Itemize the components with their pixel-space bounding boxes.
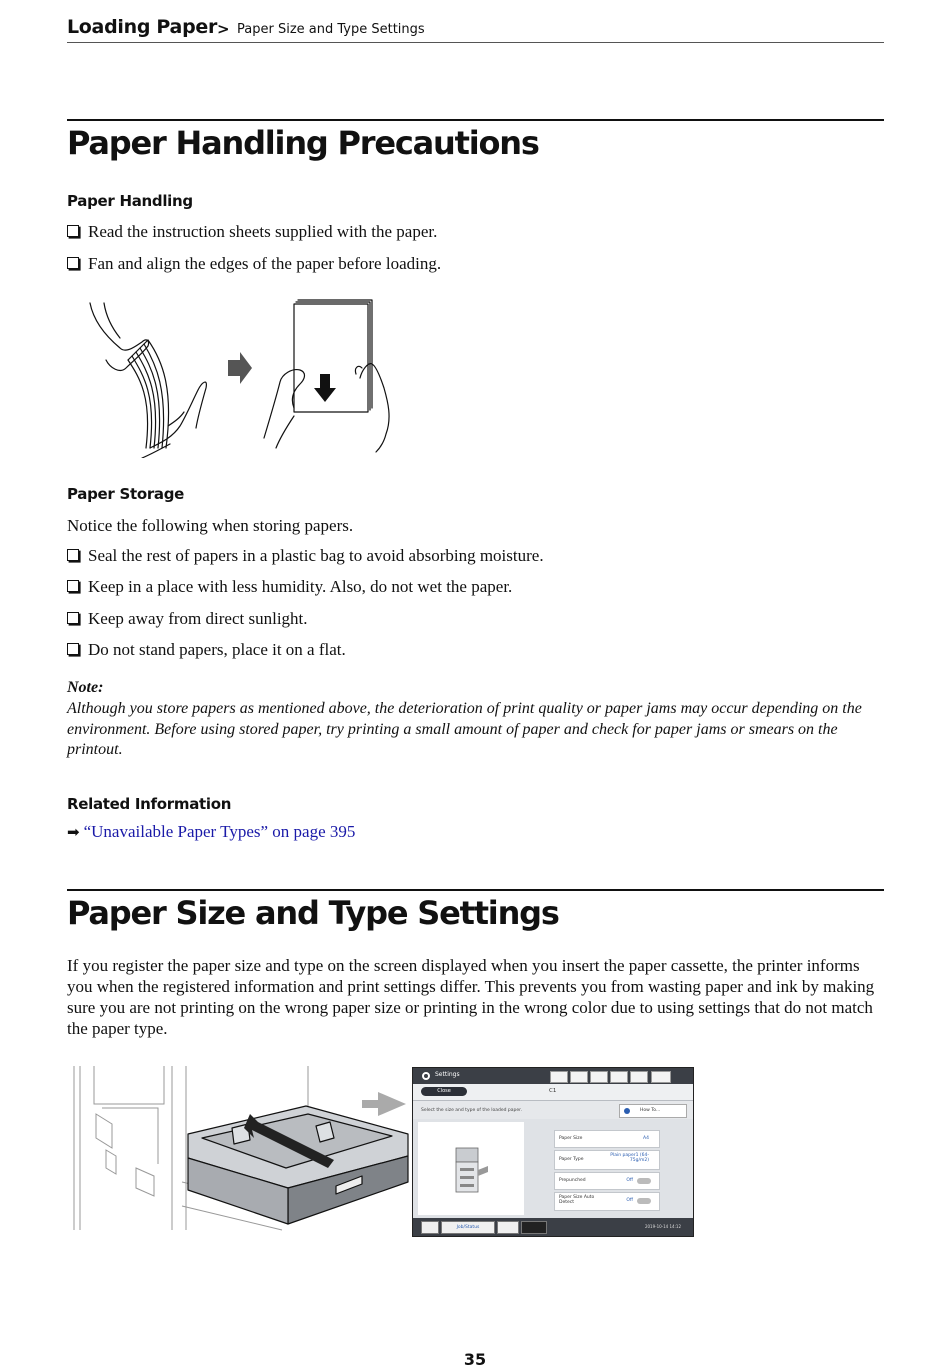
stop-button[interactable]: [521, 1221, 547, 1234]
checkbox-bullet-icon: [67, 643, 79, 655]
list-item: Do not stand papers, place it on a flat.: [67, 640, 346, 660]
ink-icon: [610, 1071, 628, 1083]
section-rule: [67, 119, 884, 121]
right-arrow-icon: [362, 1092, 406, 1116]
screen-tab-row: [413, 1084, 693, 1101]
setting-paper-size[interactable]: Paper Size A4: [554, 1130, 660, 1148]
sleep-icon: [630, 1071, 648, 1083]
checkbox-bullet-icon: [67, 612, 79, 624]
setting-paper-type[interactable]: Paper Type Plain paper1 (64-75g/m2): [554, 1150, 660, 1170]
setting-prepunched[interactable]: Prepunched Off: [554, 1172, 660, 1190]
section-title-precautions: Paper Handling Precautions: [67, 124, 539, 162]
network-icon: [590, 1071, 608, 1083]
heading-paper-handling: Paper Handling: [67, 192, 193, 210]
fax-icon: [570, 1071, 588, 1083]
section-rule: [67, 889, 884, 891]
checkbox-bullet-icon: [67, 580, 79, 592]
header-section: Loading Paper: [67, 16, 218, 38]
swap-button[interactable]: [497, 1221, 519, 1234]
link-arrow-icon: ➡: [67, 823, 80, 841]
page-number: 35: [463, 1350, 487, 1369]
size-type-body: If you register the paper size and type on the screen displayed when you insert the paper cassette, the printer informs you when the registered information and print settings differ. This prevents you from wasting paper and ink by making sure you are not printing on the wrong paper size or printing in the wrong color due to using settings that do not match the paper type.: [67, 956, 875, 1038]
checkbox-bullet-icon: [67, 225, 79, 237]
paper-source: C1: [549, 1088, 557, 1094]
control-panel-screen: [412, 1067, 694, 1237]
related-link-row: [67, 822, 355, 842]
fan-align-paper-illustration: [80, 298, 400, 458]
checkbox-bullet-icon: [67, 549, 79, 561]
help-icon: [651, 1071, 671, 1083]
heading-paper-storage: Paper Storage: [67, 485, 185, 503]
how-to-button[interactable]: How To...: [619, 1104, 687, 1118]
unavailable-paper-types-link[interactable]: “Unavailable Paper Types” on page 395: [83, 822, 356, 841]
gear-icon: [421, 1071, 431, 1081]
paper-tray-icon: [550, 1071, 568, 1083]
screen-timestamp: 2019-10-14 14:12: [644, 1224, 681, 1229]
screen-title: Settings: [435, 1071, 460, 1078]
close-button[interactable]: Close: [421, 1087, 467, 1096]
instruction-text: Select the size and type of the loaded paper.: [421, 1108, 523, 1113]
screen-footer: [413, 1218, 693, 1236]
header-subsection: Paper Size and Type Settings: [237, 22, 425, 37]
home-button[interactable]: [421, 1221, 439, 1234]
checkbox-bullet-icon: [67, 257, 79, 269]
section-title-size-type: Paper Size and Type Settings: [67, 894, 559, 932]
screen-title-bar: [413, 1068, 693, 1084]
note-label: Note:: [67, 679, 104, 696]
list-item: Seal the rest of papers in a plastic bag to avoid absorbing moisture.: [67, 546, 544, 566]
list-item: Keep in a place with less humidity. Also, do not wet the paper.: [67, 577, 512, 597]
right-arrow-icon: [228, 352, 252, 384]
heading-related-information: Related Information: [67, 795, 232, 813]
list-item: Fan and align the edges of the paper before loading.: [67, 254, 441, 274]
setting-paper-size-auto-detect[interactable]: Paper Size Auto Detect Off: [554, 1192, 660, 1211]
printer-preview-pane: [418, 1122, 524, 1215]
instruction-bar: [413, 1101, 693, 1119]
list-item: Read the instruction sheets supplied with the paper.: [67, 222, 437, 242]
list-item: Keep away from direct sunlight.: [67, 609, 308, 629]
info-icon: [624, 1108, 630, 1114]
header-separator: >: [217, 20, 230, 38]
running-header: [67, 14, 884, 43]
storage-intro: Notice the following when storing papers.: [67, 516, 354, 535]
paper-cassette-illustration: [72, 1064, 412, 1234]
job-status-button[interactable]: Job/Status: [441, 1221, 495, 1234]
toggle-switch[interactable]: [637, 1178, 651, 1184]
toggle-switch[interactable]: [637, 1198, 651, 1204]
note-text: Although you store papers as mentioned above, the deterioration of print quality or paper jams may occur depending on the environment. Before using stored paper, try printing a small amount of paper and check for paper jams or smears on the printout.: [67, 700, 862, 758]
printer-icon: [452, 1140, 492, 1196]
